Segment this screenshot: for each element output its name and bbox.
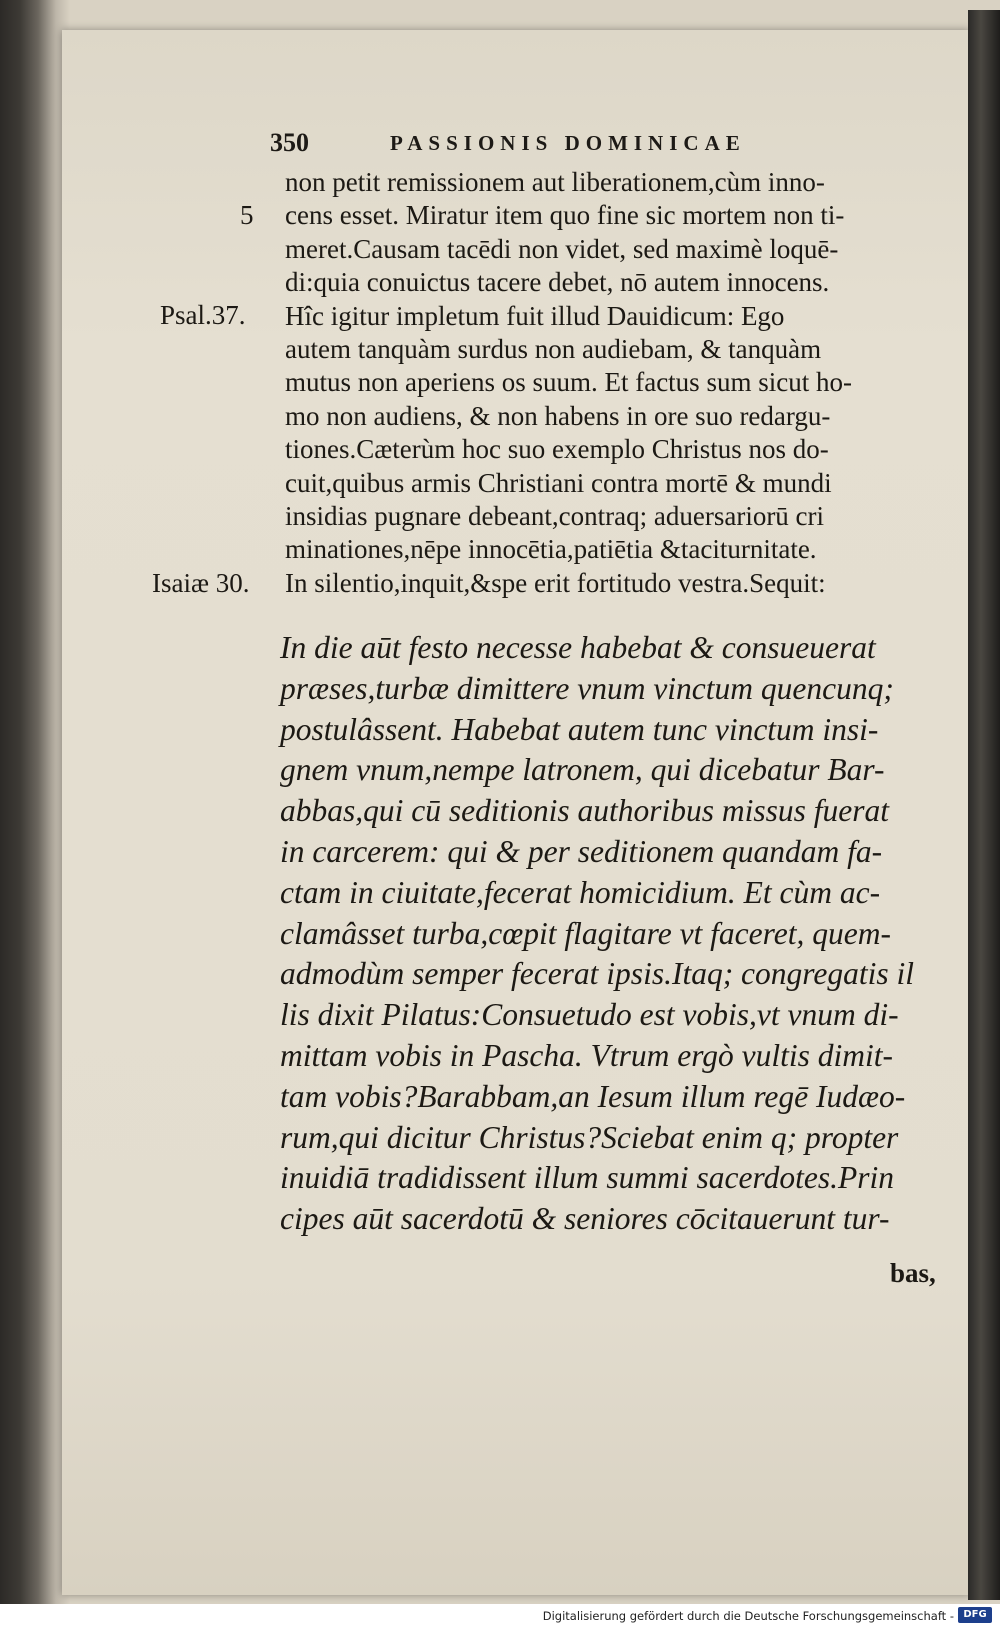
- italic-line: tam vobis?Barabbam,an Iesum illum regē Iudæo-: [280, 1078, 906, 1114]
- running-title: PASSIONIS DOMINICAE: [390, 131, 746, 155]
- italic-line: in carcerem: qui & per seditionem quandam fa-: [280, 833, 883, 869]
- italic-text-block: [280, 628, 960, 1240]
- text-line: di:quia conuictus tacere debet, nō autem innocens.: [285, 267, 830, 298]
- margin-ref-psalm: Psal.37.: [160, 300, 246, 330]
- text-line: insidias pugnare debeant,contraq; aduersariorū cri: [285, 501, 825, 532]
- italic-line: postulâssent. Habebat autem tunc vinctum insi-: [280, 711, 879, 747]
- italic-line: admodùm semper fecerat ipsis.Itaq; congregatis il: [280, 956, 914, 992]
- text-line: tiones.Cæterùm hoc suo exemplo Christus nos do-: [285, 434, 829, 465]
- page-number: 350: [270, 128, 309, 157]
- text-line: mo non audiens, & non habens in ore suo redargu-: [285, 400, 831, 431]
- margin-ref-isaiah: Isaiæ 30.: [152, 568, 250, 598]
- catchword: bas,: [890, 1258, 936, 1288]
- italic-line: gnem vnum,nempe latronem, qui dicebatur Bar-: [280, 752, 885, 788]
- text-line: cuit,quibus armis Christiani contra mortē & mundi: [285, 467, 832, 498]
- italic-line: præses,turbæ dimittere vnum vinctum quencunq;: [280, 670, 894, 706]
- text-line: autem tanquàm surdus non audiebam, & tanquàm: [285, 334, 822, 365]
- running-header: [270, 128, 970, 160]
- italic-line: lis dixit Pilatus:Consuetudo est vobis,vt vnum di-: [280, 997, 899, 1033]
- text-line: non petit remissionem aut liberationem,cùm inno-: [285, 167, 825, 197]
- text-line: cens esset. Miratur item quo fine sic mortem non ti-: [285, 200, 845, 231]
- italic-line: ctam in ciuitate,fecerat homicidium. Et cùm ac-: [280, 874, 881, 910]
- footer-credit: Digitalisierung gefördert durch die Deutsche Forschungsgemeinschaft -: [542, 1609, 954, 1623]
- dfg-logo-icon: DFG: [958, 1607, 992, 1623]
- italic-line: In die aūt festo necesse habebat & consueuerat: [280, 630, 876, 665]
- text-line: mutus non aperiens os suum. Et factus sum sicut ho-: [285, 367, 852, 398]
- margin-line-number: 5: [240, 200, 254, 230]
- italic-line: inuidiā tradidissent illum summi sacerdotes.Prin: [280, 1160, 894, 1196]
- italic-line: cipes aūt sacerdotū & seniores cōcitauerunt tur-: [280, 1201, 890, 1237]
- roman-text-block: [285, 166, 965, 600]
- italic-line: clamâsset turba,cœpit flagitare vt faceret, quem-: [280, 915, 891, 951]
- text-line: meret.Causam tacēdi non videt, sed maximè loquē-: [285, 233, 839, 264]
- italic-line: mittam vobis in Pascha. Vtrum ergò vultis dimit-: [280, 1037, 894, 1073]
- italic-line: abbas,qui cū seditionis authoribus missus fuerat: [280, 793, 890, 829]
- text-line: In silentio,inquit,&spe erit fortitudo vestra.Sequit:: [285, 567, 826, 598]
- scan-right-edge: [968, 10, 1000, 1600]
- text-line: minationes,nēpe innocētia,patiētia &taciturnitate.: [285, 534, 817, 565]
- italic-line: rum,qui dicitur Christus?Sciebat enim q; propter: [280, 1119, 899, 1155]
- text-line: Hîc igitur impletum fuit illud Dauidicum: Ego: [285, 300, 785, 331]
